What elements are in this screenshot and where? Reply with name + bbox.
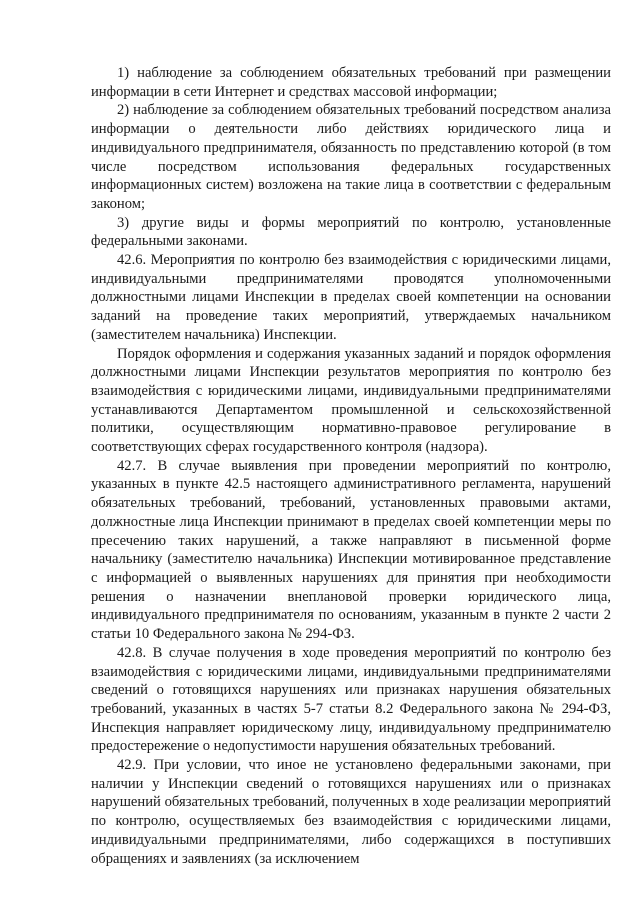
paragraph-item-2: 2) наблюдение за соблюдением обязательных требований посредством анализа информации о деятельности либо действиях юридического лица и индивидуального предпринимателя, обязанность по представлению которой (в том числе посредством использования федеральных государственных информационных систем) возложена на такие лица в соответствии с федеральным законом; xyxy=(91,102,611,212)
document-page xyxy=(91,64,611,868)
paragraph-item-1: 1) наблюдение за соблюдением обязательных требований при размещении информации в сети Интернет и средствах массовой информации; xyxy=(91,65,611,100)
paragraph-42-8: 42.8. В случае получения в ходе проведения мероприятий по контролю без взаимодействия с юридическими лицами, индивидуальными предпринимателями сведений о готовящихся нарушениях или признаках нарушения обязательных требований, указанных в частях 5-7 статьи 8.2 Федерального закона № 294-ФЗ, Инспекция направляет юридическому лицу, индивидуальному предпринимателю предостережение о недопустимости нарушения обязательных требований. xyxy=(91,644,611,755)
paragraph-item-3: 3) другие виды и формы мероприятий по контролю, установленные федеральными законами. xyxy=(91,214,611,250)
paragraph-42-9: 42.9. При условии, что иное не установлено федеральными законами, при наличии у Инспекции сведений о готовящихся нарушениях или о признаках нарушений обязательных требований, полученных в ходе реализации мероприятий по контролю, осуществляемых без взаимодействия с юридическими лицами, индивидуальными предпринимателями, либо содержащихся в поступивших обращениях и заявлениях (за исключением xyxy=(91,757,611,867)
paragraph-procedure: Порядок оформления и содержания указанных заданий и порядок оформления должностными лицами Инспекции результатов мероприятия по контролю без взаимодействия с юридическими лицами, индивидуальными предпринимателями устанавливаются Департаментом промышленной и сельскохозяйственной политики, осуществляющим нормативно-правовое регулирование в соответствующих сферах государственного контроля (надзора). xyxy=(91,345,611,456)
paragraph-42-7: 42.7. В случае выявления при проведении мероприятий по контролю, указанных в пункте 42.5 настоящего административного регламента, нарушений обязательных требований, требований, установленных правовыми актами, должностные лица Инспекции принимают в пределах своей компетенции меры по пресечению таких нарушений, а также направляют в письменной форме начальнику (заместителю начальника) Инспекции мотивированное представление с информацией о выявленных нарушениях для принятия при необходимости решения о назначении внеплановой проверки юридического лица, индивидуального предпринимателя по основаниям, указанным в пункте 2 части 2 статьи 10 Федерального закона № 294-ФЗ. xyxy=(91,457,611,643)
paragraph-42-6: 42.6. Мероприятия по контролю без взаимодействия с юридическими лицами, индивидуальными предпринимателями проводятся уполномоченными должностными лицами Инспекции в пределах своей компетенции на основании заданий на проведение таких мероприятий, утверждаемых начальником (заместителем начальника) Инспекции. xyxy=(91,252,611,343)
